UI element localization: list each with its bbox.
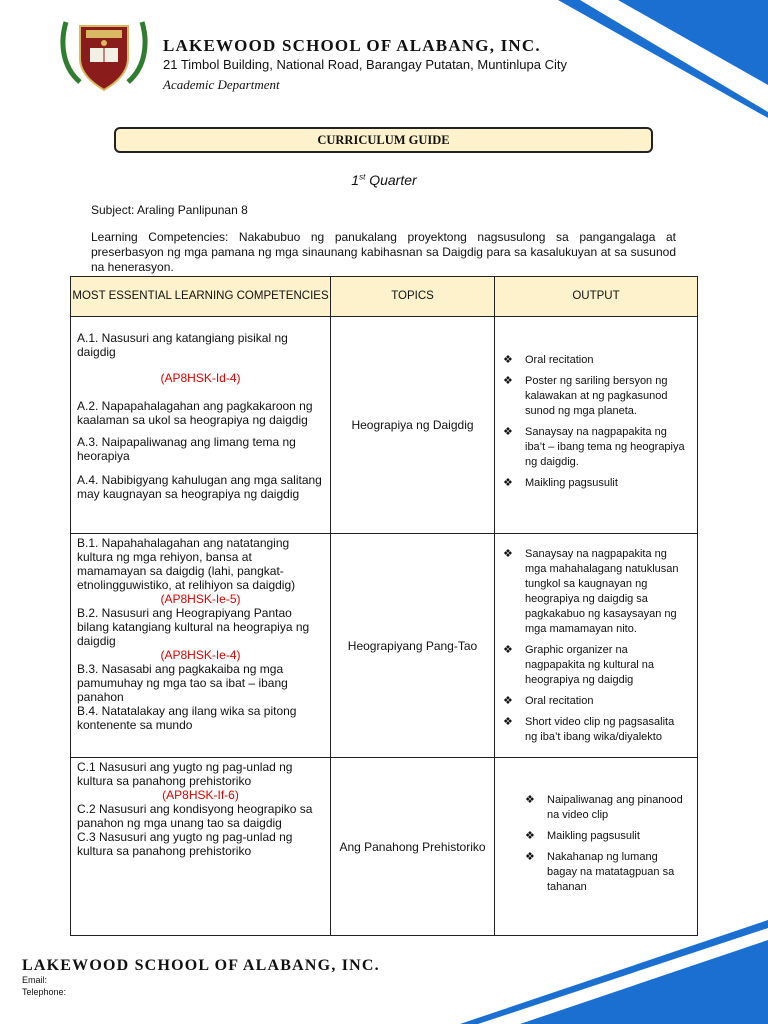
footer-school-name: LAKEWOOD SCHOOL OF ALABANG, INC. [22, 957, 380, 974]
bullet-icon: ❖ [525, 793, 535, 806]
competency-code: (AP8HSK-Ie-4) [160, 648, 241, 662]
school-address: 21 Timbol Building, National Road, Barangay Putatan, Muntinlupa City [163, 57, 567, 72]
output-cell [495, 534, 698, 758]
bullet-icon: ❖ [503, 426, 513, 438]
topic-cell: Ang Panahong Prehistoriko [331, 758, 495, 936]
table-header-row [71, 277, 698, 317]
competency-code: (AP8HSK-If-6) [162, 788, 239, 802]
competency-code: (AP8HSK-Id-4) [160, 371, 241, 385]
competency-item: B.4. Natatalakay ang ilang wika sa pitong kontenente sa mundo [77, 704, 297, 732]
school-logo [58, 12, 150, 94]
learning-competencies: Learning Competencies: Nakabubuo ng panukalang proyektong nagsusulong sa pangangalaga at preserbasyon ng mga pamana ng mga sinaunang kabihasnan sa Daigdig para sa kasalukuyan at sa susunod na henerasyon. [91, 230, 676, 274]
competency-item: B.2. Nasusuri ang Heograpiyang Pantao bilang katangiang kultural na heograpiya ng daigdig [77, 606, 310, 648]
table-row [71, 758, 698, 936]
competency-item: C.1 Nasusuri ang yugto ng pag-unlad ng kultura sa panahong prehistoriko [77, 760, 293, 788]
bullet-icon: ❖ [525, 850, 535, 863]
bullet-icon: ❖ [503, 477, 513, 489]
list-item: ❖ Maikling pagsusulit [525, 829, 640, 842]
subject-label: Subject: Araling Panlipunan 8 [91, 203, 248, 217]
output-cell [495, 317, 698, 534]
competencies-cell [71, 317, 331, 534]
bullet-icon: ❖ [503, 375, 513, 387]
list-item: ❖ Maikling pagsusulit [503, 477, 618, 489]
competencies-cell [71, 534, 331, 758]
footer-telephone: Telephone: [22, 987, 67, 997]
topic-cell: Heograpiya ng Daigdig [331, 317, 495, 534]
competency-code: (AP8HSK-Ie-5) [160, 592, 241, 606]
list-item: ❖ Nakahanap ng lumang bagay na matatagpuan sa tahanan [525, 850, 675, 893]
bullet-icon: ❖ [525, 829, 535, 842]
list-item: ❖ Graphic organizer na nagpapakita ng kultural na heograpiya ng daigdig [503, 643, 655, 686]
bullet-icon: ❖ [503, 354, 513, 366]
list-item: ❖ Naipaliwanag ang pinanood na video clip [525, 793, 683, 821]
bullet-icon: ❖ [503, 694, 513, 707]
competency-item: A.4. Nabibigyang kahulugan ang mga salitang may kaugnayan sa heograpiya ng daigdig [77, 473, 322, 501]
document-title: CURRICULUM GUIDE [114, 127, 653, 153]
competency-item: B.1. Napahahalagahan ang natatanging kultura ng mga rehiyon, bansa at mamamayan sa daigdig (lahi, pangkat-etnolingguwistiko, at relihiyon sa daigdig) [77, 536, 296, 592]
curriculum-table [70, 276, 698, 936]
header-output: OUTPUT [495, 277, 698, 317]
corner-stripes-bottom [460, 920, 768, 1024]
bullet-icon: ❖ [503, 643, 513, 656]
department-label: Academic Department [163, 77, 280, 92]
school-name: LAKEWOOD SCHOOL OF ALABANG, INC. [163, 36, 541, 55]
list-item: ❖ Poster ng sariling bersyon ng kalawakan at ng pagkasunod sunod ng mga planeta. [503, 375, 668, 417]
competency-item: C.3 Nasusuri ang yugto ng pag-unlad ng kultura sa panahong prehistoriko [77, 830, 293, 858]
competency-item: B.3. Nasasabi ang pagkakaiba ng mga pamumuhay ng mga tao sa ibat – ibang panahon [77, 662, 288, 704]
bullet-icon: ❖ [503, 547, 513, 560]
header-competencies: MOST ESSENTIAL LEARNING COMPETENCIES [71, 277, 331, 317]
list-item: ❖ Sanaysay na nagpapakita ng iba’t – ibang tema ng heograpiya ng daigdig. [503, 426, 685, 468]
quarter-label: 1st Quarter [351, 172, 417, 188]
competency-item: C.2 Nasusuri ang kondisyong heograpiko sa panahon ng mga unang tao sa daigdig [77, 802, 313, 830]
competency-item: A.1. Nasusuri ang katangiang pisikal ng daigdig [77, 331, 288, 359]
list-item: ❖ Sanaysay na nagpapakita ng mga mahahalagang natuklusan tungkol sa kaugnayan ng heograpiya ng daigdig sa pagkakabuo ng kasaysayan ng mga mamamayan nito. [503, 547, 679, 635]
output-cell [495, 758, 698, 936]
bullet-icon: ❖ [503, 715, 513, 728]
list-item: ❖ Short video clip ng pagsasalita ng iba’t ibang wika/diyalekto [503, 715, 675, 743]
topic-cell: Heograpiyang Pang-Tao [331, 534, 495, 758]
footer-email: Email: [22, 975, 48, 985]
header-topics: TOPICS [331, 277, 495, 317]
competency-item: A.2. Napapahalagahan ang pagkakaroon ng kaalaman sa ukol sa heograpiya ng daigdig [77, 399, 313, 427]
list-item: ❖ Oral recitation [503, 354, 594, 366]
table-row [71, 534, 698, 758]
competencies-cell [71, 758, 331, 936]
table-row [71, 317, 698, 534]
competency-item: A.3. Naipapaliwanag ang limang tema ng heorapiya [77, 435, 296, 463]
list-item: ❖ Oral recitation [503, 694, 594, 707]
